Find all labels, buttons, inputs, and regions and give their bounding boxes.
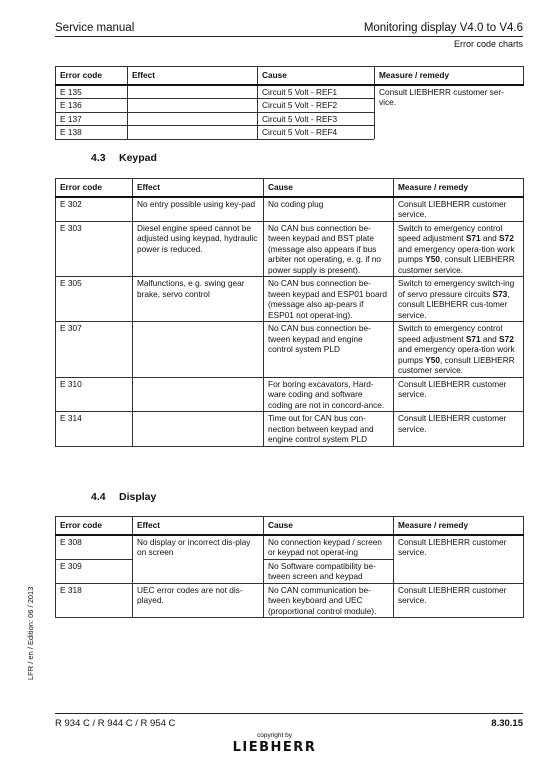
error-code: E 307 — [56, 322, 133, 378]
error-code: E 305 — [56, 277, 133, 322]
cause-cell: No Software compatibility be-tween screen and keypad — [264, 559, 394, 583]
col-error-code: Error code — [56, 517, 133, 535]
cause-cell: Time out for CAN bus con-nection between keypad and engine control system PLD — [264, 412, 394, 447]
cause-cell: Circuit 5 Volt - REF3 — [258, 112, 375, 126]
col-error-code: Error code — [56, 179, 133, 197]
table-row — [56, 412, 524, 447]
table-row — [56, 197, 524, 222]
table-row — [56, 277, 524, 322]
table-row — [56, 221, 524, 277]
measure-cell: Consult LIEBHERR customer service. — [394, 197, 524, 222]
measure-cell: Switch to emergency control speed adjustment S71 and S72 and emergency opera-tion work pumps Y50, consult LIEBHERR customer service. — [394, 221, 524, 277]
measure-cell: Consult LIEBHERR customer service. — [394, 412, 524, 447]
table-row — [56, 322, 524, 378]
section-heading-keypad — [91, 152, 157, 164]
error-code: E 308 — [56, 535, 133, 560]
measure-cell: Consult LIEBHERR customer service. — [394, 583, 524, 618]
section-number: 4.3 — [91, 152, 106, 164]
table-row — [56, 583, 524, 618]
edition-side-text: LFR / en / Edition: 06 / 2013 — [26, 586, 35, 680]
effect-cell — [133, 412, 264, 447]
effect-cell — [128, 85, 258, 99]
measure-cell: Consult LIEBHERR customer service. — [394, 535, 524, 584]
error-code: E 138 — [56, 126, 128, 140]
section-heading-display — [91, 491, 156, 503]
cause-cell: No coding plug — [264, 197, 394, 222]
cause-cell: No CAN bus connection be-tween keypad and ESP01 board (message also ap-pears if ESP01 not operat-ing). — [264, 277, 394, 322]
effect-cell: Malfunctions, e g. swing gear brake, servo control — [133, 277, 264, 322]
error-table-ref — [55, 66, 524, 140]
error-table-display — [55, 516, 524, 618]
error-code: E 309 — [56, 559, 133, 583]
effect-cell: No display or incorrect dis-play on screen — [133, 535, 264, 584]
cause-cell: No connection keypad / screen or keypad not operat-ing — [264, 535, 394, 560]
error-code: E 136 — [56, 99, 128, 113]
col-cause: Cause — [264, 517, 394, 535]
header-rule — [55, 36, 523, 37]
cause-cell: No CAN communication be-tween keyboard and UEC (proportional control module). — [264, 583, 394, 618]
cause-cell: No CAN bus connection be-tween keypad and engine control system PLD — [264, 322, 394, 378]
error-code: E 137 — [56, 112, 128, 126]
error-code: E 314 — [56, 412, 133, 447]
table-row — [56, 377, 524, 412]
col-cause: Cause — [264, 179, 394, 197]
cause-cell: For boring excavators, Hard-ware coding and software coding are not in concord-ance. — [264, 377, 394, 412]
error-code: E 310 — [56, 377, 133, 412]
col-effect: Effect — [133, 179, 264, 197]
effect-cell — [128, 112, 258, 126]
measure-cell: Consult LIEBHERR customer service. — [394, 377, 524, 412]
col-cause: Cause — [258, 67, 375, 85]
liebherr-logo: LIEBHERR — [232, 740, 317, 755]
effect-cell — [133, 322, 264, 378]
col-measure: Measure / remedy — [394, 179, 524, 197]
section-title: Keypad — [119, 152, 157, 164]
effect-cell: No entry possible using key-pad — [133, 197, 264, 222]
effect-cell — [128, 99, 258, 113]
cause-cell: Circuit 5 Volt - REF4 — [258, 126, 375, 140]
measure-cell: Switch to emergency switch-ing of servo pressure circuits S73, consult LIEBHERR cus-tomer service. — [394, 277, 524, 322]
footer-models: R 934 C / R 944 C / R 954 C — [55, 718, 176, 729]
error-code: E 302 — [56, 197, 133, 222]
error-code: E 318 — [56, 583, 133, 618]
table-row — [56, 535, 524, 560]
col-effect: Effect — [128, 67, 258, 85]
effect-cell — [128, 126, 258, 140]
col-measure: Measure / remedy — [394, 517, 524, 535]
cause-cell: Circuit 5 Volt - REF2 — [258, 99, 375, 113]
header-left: Service manual — [55, 22, 135, 34]
error-code: E 135 — [56, 85, 128, 99]
effect-cell: Diesel engine speed cannot be adjusted using keypad, hydraulic power is reduced. — [133, 221, 264, 277]
effect-cell: UEC error codes are not dis-played. — [133, 583, 264, 618]
footer-page-number: 8.30.15 — [491, 718, 523, 729]
error-table-keypad — [55, 178, 524, 447]
table-header-row — [56, 517, 524, 535]
section-title: Display — [119, 491, 157, 503]
cause-cell: No CAN bus connection be-tween keypad and BST plate (message also appears if bus arbiter not operating, e. g. if no power supply is present). — [264, 221, 394, 277]
measure-cell: Consult LIEBHERR customer ser-vice. — [375, 85, 524, 140]
table-header-row — [56, 67, 524, 85]
header-right: Monitoring display V4.0 to V4.6 — [363, 22, 523, 34]
copyright-text: copyright by — [256, 732, 293, 739]
table-row — [56, 85, 524, 99]
effect-cell — [133, 377, 264, 412]
footer-rule — [55, 713, 523, 714]
error-code: E 303 — [56, 221, 133, 277]
col-error-code: Error code — [56, 67, 128, 85]
col-measure: Measure / remedy — [375, 67, 524, 85]
col-effect: Effect — [133, 517, 264, 535]
cause-cell: Circuit 5 Volt - REF1 — [258, 85, 375, 99]
header-subtitle: Error code charts — [453, 39, 523, 49]
table-header-row — [56, 179, 524, 197]
measure-cell: Switch to emergency control speed adjustment S71 and S72 and emergency opera-tion work pumps Y50, consult LIEBHERR customer service. — [394, 322, 524, 378]
section-number: 4.4 — [91, 491, 106, 503]
